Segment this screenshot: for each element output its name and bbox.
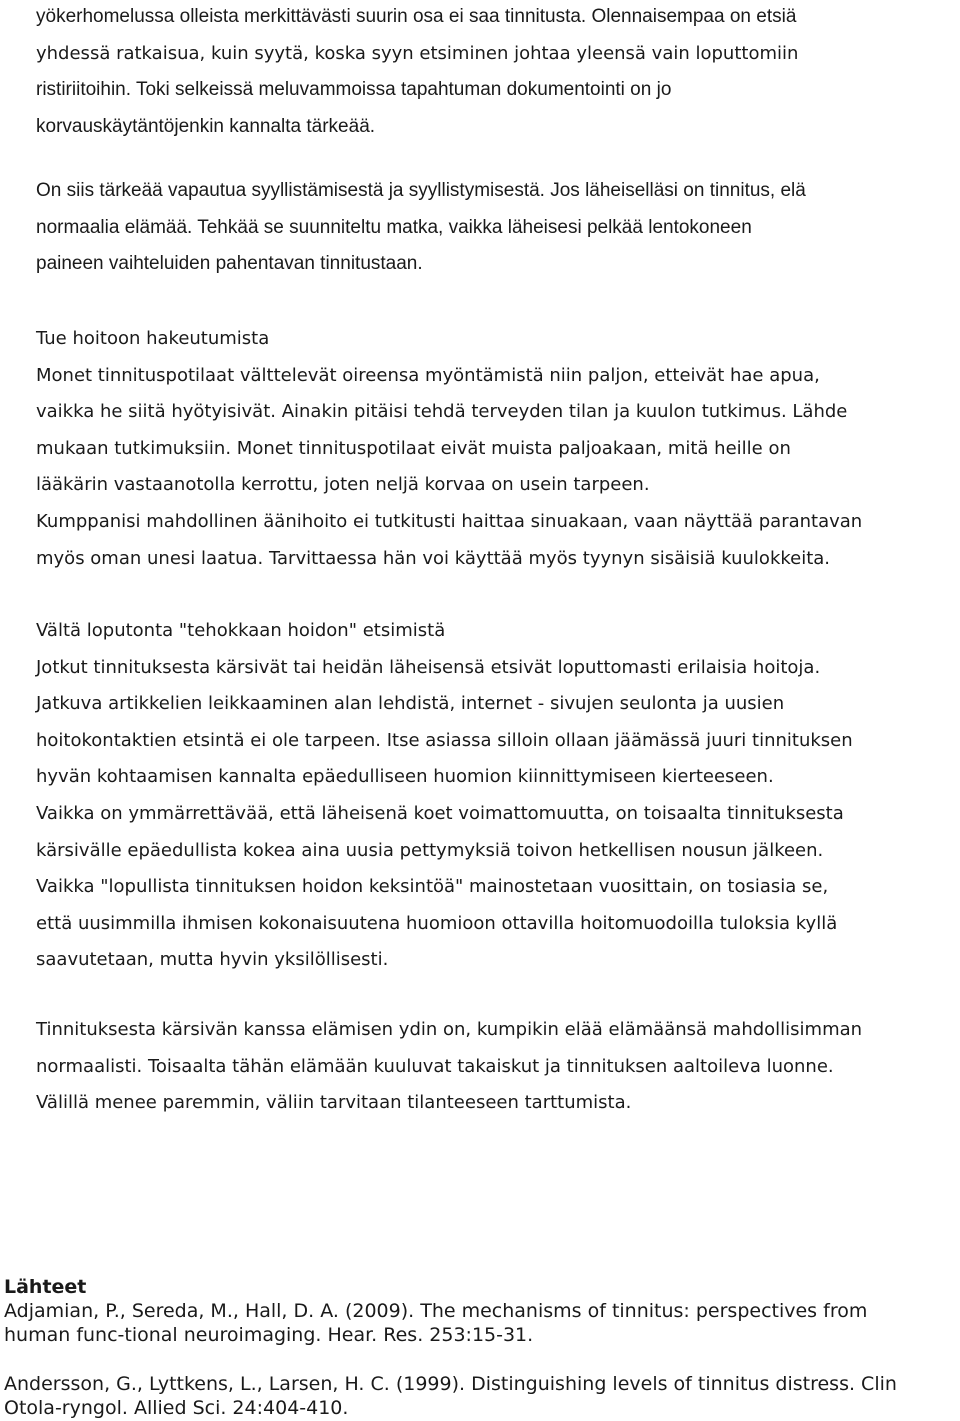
reference-item: [4, 1372, 960, 1420]
text-line: Tinnituksesta kärsivän kanssa elämisen ydin on, kumpikin elää elämäänsä mahdollisimman: [36, 1019, 863, 1040]
text-line: kärsivälle epäedullista kokea aina uusia pettymyksiä toivon hetkellisen nousun jälkeen.: [36, 839, 824, 861]
text-line: Jotkut tinnituksesta kärsivät tai heidän läheisensä etsivät loputtomasti erilaisia hoitoja.: [36, 656, 821, 678]
section-heading: Tue hoitoon hakeutumista: [36, 328, 270, 349]
paragraph-conclusion: [36, 1012, 960, 1122]
text-line: Monet tinnituspotilaat välttelevät oireensa myöntämistä niin paljon, etteivät hae apua,: [36, 364, 820, 386]
text-line: Vaikka "lopullista tinnituksen hoidon keksintöä" mainostetaan vuosittain, on tosiasia se,: [36, 876, 829, 898]
reference-line: Otola-ryngol. Allied Sci. 24:404-410.: [4, 1397, 349, 1419]
text-line: normaalisti. Toisaalta tähän elämään kuuluvat takaiskut ja tinnituksen aaltoileva luonne.: [36, 1055, 834, 1077]
text-line: paineen vaihteluiden pahentavan tinnitustaan.: [36, 253, 423, 275]
reference-line: human func-tional neuroimaging. Hear. Res. 253:15-31.: [4, 1324, 534, 1346]
section-seek-treatment: [36, 321, 960, 577]
text-line: Kumppanisi mahdollinen äänihoito ei tutkitusti haittaa sinuakaan, vaan näyttää parantavan: [36, 510, 863, 532]
text-line: yökerhomelussa olleista merkittävästi suurin osa ei saa tinnitusta. Olennaisempaa on etsiä: [36, 6, 797, 27]
text-line: korvauskäytäntöjenkin kannalta tärkeää.: [36, 115, 376, 137]
text-line: hyvän kohtaamisen kannalta epäedulliseen huomion kiinnittymiseen kierteeseen.: [36, 766, 774, 788]
text-line: ristiriitoihin. Toki selkeissä meluvammoissa tapahtuman dokumentointi on jo: [36, 79, 672, 101]
text-line: Jatkuva artikkelien leikkaaminen alan lehdistä, internet - sivujen seulonta ja uusien: [36, 693, 785, 715]
reference-line: Andersson, G., Lyttkens, L., Larsen, H. C. (1999). Distinguishing levels of tinnitus distress. Clin: [4, 1373, 897, 1395]
reference-line: Adjamian, P., Sereda, M., Hall, D. A. (2009). The mechanisms of tinnitus: perspectives from: [4, 1300, 868, 1322]
text-line: saavutetaan, mutta hyvin yksilöllisesti.: [36, 949, 389, 971]
text-line: myös oman unesi laatua. Tarvittaessa hän voi käyttää myös tyynyn sisäisiä kuulokkeita.: [36, 547, 831, 569]
paragraph-cause-search: [36, 0, 960, 145]
text-line: hoitokontaktien etsintä ei ole tarpeen. Itse asiassa silloin ollaan jäämässä juuri tinnituksen: [36, 729, 853, 751]
references-heading: Lähteet: [4, 1276, 87, 1298]
paragraph-normal-life: [36, 173, 960, 283]
text-line: Välillä menee paremmin, väliin tarvitaan tilanteeseen tarttumista.: [36, 1092, 632, 1114]
text-line: mukaan tutkimuksiin. Monet tinnituspotilaat eivät muista paljoakaan, mitä heille on: [36, 437, 791, 459]
text-line: että uusimmilla ihmisen kokonaisuutena huomioon ottavilla hoitomuodoilla tuloksia kyllä: [36, 912, 838, 934]
text-line: normaalia elämää. Tehkää se suunniteltu matka, vaikka läheisesi pelkää lentokoneen: [36, 216, 752, 238]
text-line: yhdessä ratkaisua, kuin syytä, koska syyn etsiminen johtaa yleensä vain loputtomiin: [36, 42, 799, 64]
reference-item: [4, 1299, 960, 1347]
text-line: On siis tärkeää vapautua syyllistämisestä ja syyllistymisestä. Jos läheiselläsi on tinnitus, elä: [36, 180, 806, 201]
section-avoid-endless-search: [36, 613, 960, 979]
text-line: vaikka he siitä hyötyisivät. Ainakin pitäisi tehdä terveyden tilan ja kuulon tutkimus. Lähde: [36, 401, 848, 423]
text-line: lääkärin vastaanotolla kerrottu, joten neljä korvaa on usein tarpeen.: [36, 474, 650, 496]
text-line: Vaikka on ymmärrettävää, että läheisenä koet voimattomuutta, on toisaalta tinnituksesta: [36, 802, 844, 824]
section-heading: Vältä loputonta "tehokkaan hoidon" etsimistä: [36, 620, 446, 641]
